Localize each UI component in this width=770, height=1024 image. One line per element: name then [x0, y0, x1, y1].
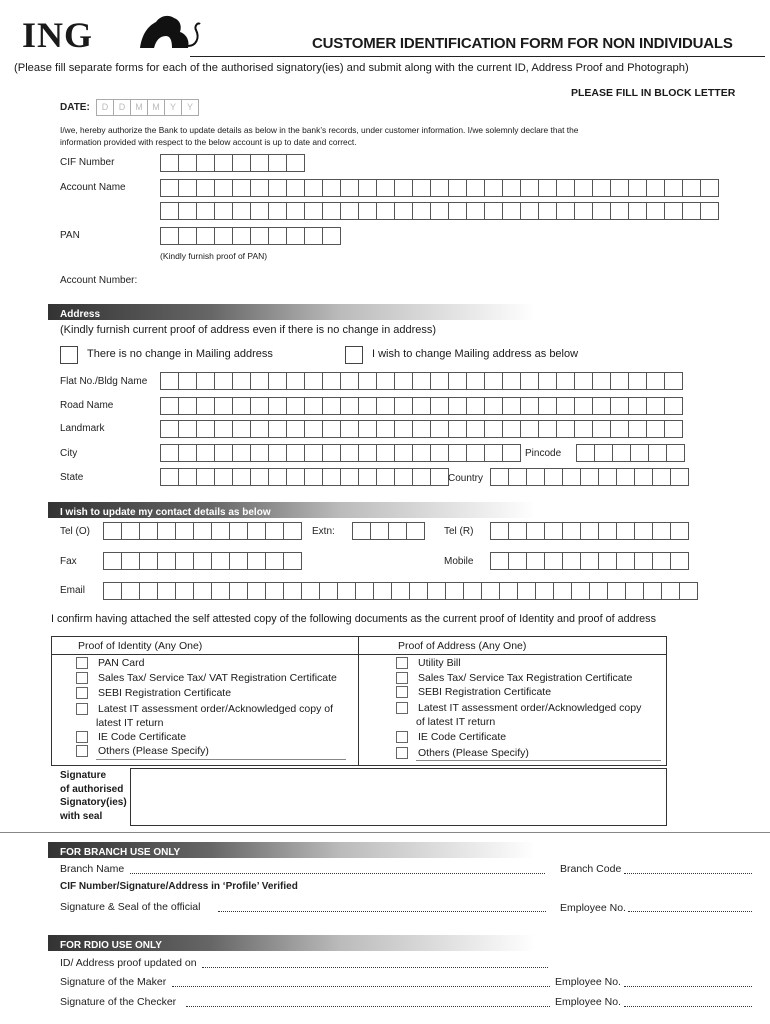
- signature-label-2: of authorised: [60, 783, 124, 795]
- date-d1[interactable]: D: [96, 99, 114, 116]
- poi-item-it-cont: latest IT return: [96, 717, 164, 729]
- mobile-label: Mobile: [444, 556, 474, 567]
- verified-label: CIF Number/Signature/Address in ‘Profile’ Verified: [60, 881, 298, 892]
- account-name-input-row-2[interactable]: [160, 202, 719, 220]
- poa-checkbox-6[interactable]: [396, 747, 408, 759]
- checker-label: Signature of the Checker: [60, 996, 177, 1008]
- maker-line[interactable]: [172, 986, 550, 987]
- maker-label: Signature of the Maker: [60, 976, 167, 988]
- maker-employee-line[interactable]: [624, 986, 752, 987]
- poi-item-pan[interactable]: PAN Card: [76, 657, 145, 669]
- signature-label-4: with seal: [60, 810, 103, 822]
- city-label: City: [60, 448, 78, 459]
- poa-checkbox-3[interactable]: [396, 686, 408, 698]
- mobile-input[interactable]: [490, 552, 689, 570]
- poa-item-sales-tax[interactable]: Sales Tax/ Service Tax Registration Certificate: [396, 672, 632, 684]
- date-y2[interactable]: Y: [181, 99, 199, 116]
- branch-code-label: Branch Code: [560, 863, 622, 875]
- date-label: DATE:: [60, 102, 90, 113]
- poa-checkbox-1[interactable]: [396, 657, 408, 669]
- poi-checkbox-5[interactable]: [76, 731, 88, 743]
- poa-others-line[interactable]: [416, 760, 661, 761]
- poi-item-ie[interactable]: IE Code Certificate: [76, 731, 186, 743]
- poi-item-sebi[interactable]: SEBI Registration Certificate: [76, 687, 231, 699]
- checker-line[interactable]: [186, 1006, 550, 1007]
- lion-icon: [134, 12, 204, 50]
- declaration-line-1: I/we, hereby authorize the Bank to update details as below in the bank’s records, under customer information. I/we solemnly declare that the: [60, 125, 579, 135]
- no-change-label: There is no change in Mailing address: [87, 348, 273, 360]
- date-y1[interactable]: Y: [164, 99, 182, 116]
- maker-employee-label: Employee No.: [555, 976, 621, 988]
- branch-band: FOR BRANCH USE ONLY: [48, 842, 698, 858]
- section-rule: [0, 832, 770, 833]
- poa-item-it-cont: of latest IT return: [416, 716, 496, 728]
- branch-name-label: Branch Name: [60, 863, 125, 875]
- road-label: Road Name: [60, 400, 114, 411]
- signature-label-3: Signatory(ies): [60, 797, 127, 808]
- pan-note: (Kindly furnish proof of PAN): [160, 251, 268, 261]
- cif-input[interactable]: [160, 154, 305, 172]
- fax-input[interactable]: [103, 552, 302, 570]
- branch-name-line[interactable]: [130, 873, 545, 874]
- pincode-label: Pincode: [525, 448, 562, 459]
- address-band: Address: [48, 304, 698, 320]
- poa-checkbox-5[interactable]: [396, 731, 408, 743]
- account-number-label: Account Number:: [60, 275, 138, 286]
- tel-r-label: Tel (R): [444, 526, 474, 537]
- pincode-input[interactable]: [576, 444, 685, 462]
- proof-header-rule: [52, 654, 666, 655]
- sig-seal-line[interactable]: [218, 911, 546, 912]
- flat-label: Flat No./Bldg Name: [60, 376, 148, 387]
- form-title: CUSTOMER IDENTIFICATION FORM FOR NON INDIVIDUALS: [312, 35, 733, 52]
- state-label: State: [60, 472, 84, 483]
- tel-r-input[interactable]: [490, 522, 689, 540]
- proof-divider: [358, 637, 359, 765]
- poi-item-it[interactable]: Latest IT assessment order/Acknowledged copy of: [76, 703, 333, 715]
- country-label: Country: [448, 473, 484, 484]
- date-m2[interactable]: M: [147, 99, 165, 116]
- fax-label: Fax: [60, 556, 77, 567]
- city-input[interactable]: [160, 444, 521, 462]
- signature-box[interactable]: [130, 768, 667, 826]
- confirm-text: I confirm having attached the self attested copy of the following documents as the current proof of Identity and proof of address: [51, 613, 656, 625]
- poa-item-sebi[interactable]: SEBI Registration Certificate: [396, 686, 551, 698]
- contact-band: I wish to update my contact details as below: [48, 502, 698, 518]
- no-change-checkbox[interactable]: [60, 346, 78, 364]
- poa-checkbox-4[interactable]: [396, 702, 408, 714]
- date-d2[interactable]: D: [113, 99, 131, 116]
- tel-o-label: Tel (O): [60, 526, 90, 537]
- extn-input[interactable]: [352, 522, 425, 540]
- poa-item-it[interactable]: Latest IT assessment order/Acknowledged copy: [396, 702, 641, 714]
- poa-item-ie[interactable]: IE Code Certificate: [396, 731, 506, 743]
- updated-on-line[interactable]: [202, 967, 548, 968]
- proof-address-heading: Proof of Address (Any One): [398, 640, 527, 652]
- road-input[interactable]: [160, 397, 683, 415]
- form-subtitle: (Please fill separate forms for each of the authorised signatory(ies) and submit along with the current ID, Address Proof and Photograph): [14, 62, 689, 74]
- poi-checkbox-6[interactable]: [76, 745, 88, 757]
- poa-item-others[interactable]: Others (Please Specify): [396, 747, 529, 759]
- checker-employee-line[interactable]: [624, 1006, 752, 1007]
- branch-employee-label: Employee No.: [560, 902, 626, 914]
- landmark-input[interactable]: [160, 420, 683, 438]
- updated-on-label: ID/ Address proof updated on: [60, 957, 197, 969]
- ing-logo: [22, 12, 192, 55]
- pan-input[interactable]: [160, 227, 341, 245]
- flat-input[interactable]: [160, 372, 683, 390]
- poi-others-line[interactable]: [96, 759, 346, 760]
- tel-o-input[interactable]: [103, 522, 302, 540]
- poi-checkbox-1[interactable]: [76, 657, 88, 669]
- poi-checkbox-3[interactable]: [76, 687, 88, 699]
- email-input[interactable]: [103, 582, 698, 600]
- checker-employee-label: Employee No.: [555, 996, 621, 1008]
- poa-item-utility[interactable]: Utility Bill: [396, 657, 461, 669]
- cif-label: CIF Number: [60, 157, 115, 168]
- change-label: I wish to change Mailing address as below: [372, 348, 579, 360]
- landmark-label: Landmark: [60, 423, 105, 434]
- logo-text: ING: [22, 15, 94, 55]
- country-input[interactable]: [490, 468, 689, 486]
- date-input[interactable]: [96, 99, 198, 116]
- extn-label: Extn:: [312, 526, 335, 537]
- signature-label: [60, 769, 127, 823]
- poi-checkbox-4[interactable]: [76, 703, 88, 715]
- poi-checkbox-2[interactable]: [76, 672, 88, 684]
- branch-employee-line[interactable]: [628, 911, 752, 912]
- account-name-label: Account Name: [60, 182, 126, 193]
- proof-identity-heading: Proof of Identity (Any One): [78, 640, 203, 652]
- poi-item-sales-tax[interactable]: Sales Tax/ Service Tax/ VAT Registration Certificate: [76, 672, 337, 684]
- declaration-line-2: information provided with respect to the below account is up to date and correct.: [60, 137, 357, 147]
- signature-label-1: Signature: [60, 770, 107, 781]
- state-input[interactable]: [160, 468, 449, 486]
- date-m1[interactable]: M: [130, 99, 148, 116]
- block-letter-note: PLEASE FILL IN BLOCK LETTER: [571, 87, 736, 99]
- poa-checkbox-2[interactable]: [396, 672, 408, 684]
- email-label: Email: [60, 585, 86, 596]
- change-checkbox[interactable]: [345, 346, 363, 364]
- branch-code-line[interactable]: [624, 873, 752, 874]
- rdio-band: FOR RDIO USE ONLY: [48, 935, 698, 951]
- sig-seal-label: Signature & Seal of the official: [60, 901, 201, 913]
- account-name-input-row-1[interactable]: [160, 179, 719, 197]
- address-note: (Kindly furnish current proof of address even if there is no change in address): [60, 324, 437, 336]
- title-rule: [190, 56, 765, 57]
- pan-label: PAN: [60, 230, 80, 241]
- poi-item-others[interactable]: Others (Please Specify): [76, 745, 209, 757]
